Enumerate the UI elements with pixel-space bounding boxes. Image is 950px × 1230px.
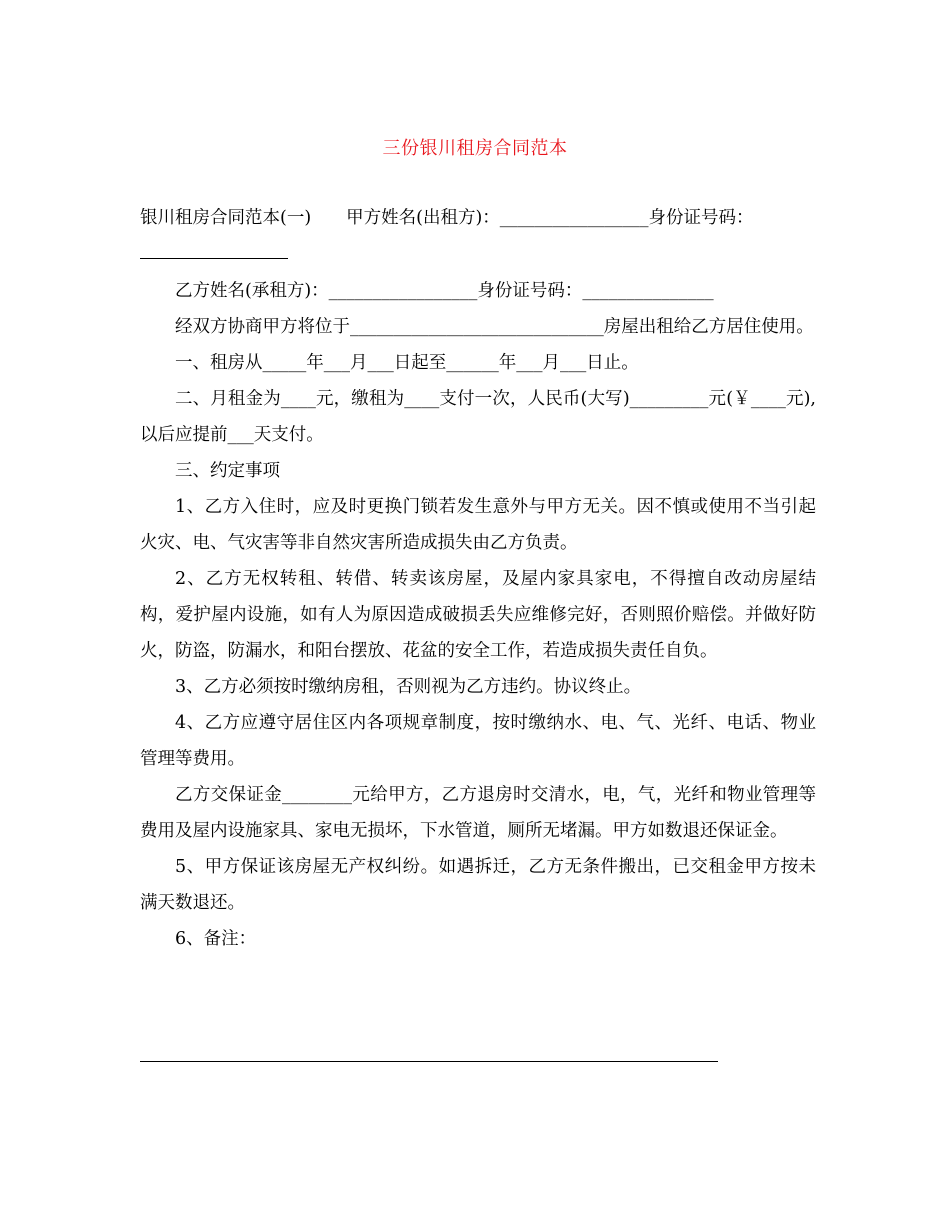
paragraph-intro: 银川租房合同范本(一) 甲方姓名(出租方)：_________________身份证号码： (140, 208, 754, 228)
notes-fill-line (140, 1061, 718, 1062)
deposit-paragraph: 乙方交保证金________元给甲方，乙方退房时交清水，电，气，光纤和物业管理等费用及屋内设施家具、家电无损坏，下水管道，厕所无堵漏。甲方如数退还保证金。 (140, 785, 816, 841)
paragraph-rent: 二、月租金为____元，缴租为____支付一次，人民币(大写)_________元(￥____元),以后应提前___天支付。 (140, 389, 816, 445)
clause-5: 5、甲方保证该房屋无产权纠纷。如遇拆迁，乙方无条件搬出，已交租金甲方按未满天数退还。 (140, 857, 816, 913)
paragraph-party-b: 乙方姓名(承租方)：_________________身份证号码：_______________ (175, 281, 714, 301)
clause-4: 4、乙方应遵守居住区内各项规章制度，按时缴纳水、电、气、光纤、电话、物业管理等费用。 (140, 713, 816, 769)
paragraph-location: 经双方协商甲方将位于_____________________________房屋出租给乙方居住使用。 (175, 317, 814, 337)
document-title: 三份银川租房合同范本 (382, 138, 568, 159)
document-body (140, 200, 816, 957)
clause-2: 2、乙方无权转租、转借、转卖该房屋，及屋内家具家电，不得擅自改动房屋结构，爱护屋内设施，如有人为原因造成破损丢失应维修完好，否则照价赔偿。并做好防火，防盗，防漏水，和阳台摆放、花盆的安全工作，若造成损失责任自负。 (140, 569, 816, 661)
paragraph-term: 一、租房从_____年___月___日起至______年___月___日止。 (175, 353, 639, 373)
clause-6-notes: 6、备注： (175, 929, 257, 949)
clause-1: 1、乙方入住时，应及时更换门锁若发生意外与甲方无关。因不慎或使用不当引起火灾、电、气灾害等非自然灾害所造成损失由乙方负责。 (140, 497, 816, 553)
clause-3: 3、乙方必须按时缴纳房租，否则视为乙方违约。协议终止。 (175, 677, 642, 697)
blank-fill-line (140, 236, 288, 259)
section-heading-terms: 三、约定事项 (175, 461, 280, 481)
